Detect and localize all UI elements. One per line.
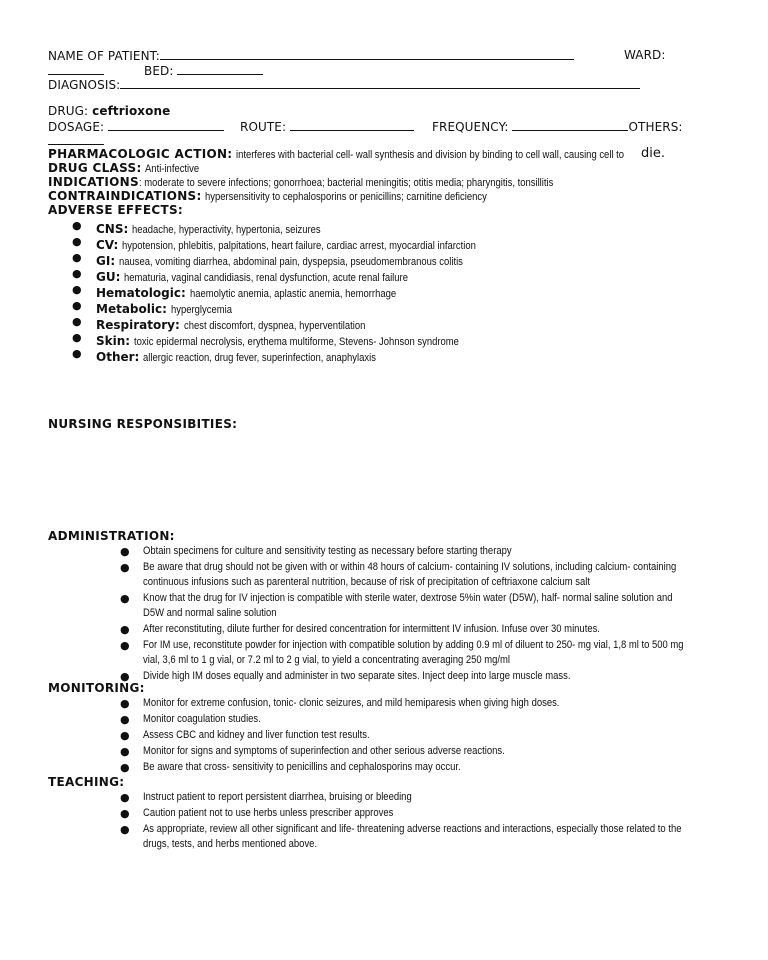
nursing-heading: NURSING RESPONSIBITIES: [48,417,238,431]
administration-item-line: Know that the drug for IV injection is compatible with sterile water, dextrose 5%in water (D5W), half- normal saline solution and [143,592,673,604]
pharmacologic-label: PHARMACOLOGIC ACTION: [48,147,233,161]
administration-item [143,560,676,590]
teaching-label: TEACHING: [48,775,125,789]
adverse-effect-value: haemolytic anemia, aplastic anemia, hemorrhage [189,288,396,300]
adverse-effect-value: nausea, vomiting diarrhea, abdominal pain, dyspepsia, pseudomembranous colitis [119,256,464,268]
bed-label: BED: [144,64,174,78]
frequency-label: FREQUENCY: [432,120,509,134]
pharmacologic-tail: die. [641,146,665,161]
drug-class-row [48,161,208,176]
bullet-icon: ● [72,235,82,248]
adverse-effect-value: allergic reaction, drug fever, superinfection, anaphylaxis [143,352,377,364]
administration-item-line: Divide high IM doses equally and administer in two separate sites. Inject deep into large muscle mass. [143,670,571,682]
dosage-label: DOSAGE: [48,120,105,134]
monitoring-item [143,744,505,759]
drug-name: ceftrioxone [92,104,171,118]
contraindications-row [48,189,533,204]
bullet-icon: ● [120,592,130,605]
administration-label: ADMINISTRATION: [48,529,175,543]
bullet-icon: ● [120,670,130,683]
adverse-effect-value: hypotension, phlebitis, palpitations, heart failure, cardiac arrest, myocardial infarction [122,240,477,252]
frequency-line[interactable] [512,119,628,131]
ward-label: WARD: [624,48,666,62]
bullet-icon: ● [120,761,130,774]
drug-row [48,104,170,118]
teaching-item [143,790,412,805]
administration-item [143,638,684,668]
bullet-icon: ● [120,639,130,652]
route-row [240,119,414,134]
administration-item-line: D5W and normal saline solution [143,607,277,619]
administration-item-line: For IM use, reconstitute powder for injection with compatible solution by adding 0.9 ml of diluent to 250- mg vial, 1,8 ml to 500 mg [143,639,684,651]
indications-row [48,175,621,190]
bullet-icon: ● [72,283,82,296]
administration-item-line: Obtain specimens for culture and sensitivity testing as necessary before starting therapy [143,545,512,557]
frequency-row [432,119,683,134]
contraindications-text: hypersensitivity to cephalosporins or penicillins; carnitine deficiency [205,191,488,203]
dosage-line[interactable] [108,119,224,131]
adverse-effect-key: Skin: [96,334,131,348]
monitoring-item [143,696,559,711]
pharmacologic-row [48,147,687,162]
ward-bed-row [48,63,263,78]
bullet-icon: ● [120,745,130,758]
adverse-effects-label: ADVERSE EFFECTS: [48,203,184,217]
monitoring-item [143,712,261,727]
monitoring-item [143,760,461,775]
patient-name-label: NAME OF PATIENT: [48,49,160,63]
drug-label: DRUG: [48,104,89,118]
bullet-icon: ● [120,823,130,836]
monitoring-item-line: Be aware that cross- sensitivity to penicillins and cephalosporins may occur. [143,761,461,773]
adverse-effect-key: Respiratory: [96,318,180,332]
adverse-effect-value: headache, hyperactivity, hypertonia, seizures [132,224,321,236]
adverse-effect-key: GI: [96,254,116,268]
administration-item [143,544,512,559]
ward-line[interactable] [48,63,104,75]
adverse-effect-key: CV: [96,238,119,252]
bullet-icon: ● [72,315,82,328]
others-line[interactable] [48,133,104,145]
patient-name-row [48,48,574,63]
teaching-item-line: drugs, tests, and herbs mentioned above. [143,838,318,850]
bullet-icon: ● [72,219,82,232]
adverse-effect-key: GU: [96,270,121,284]
monitoring-item-line: Monitor for signs and symptoms of superinfection and other serious adverse reactions. [143,745,505,757]
bed-line[interactable] [177,63,263,75]
patient-name-line[interactable] [160,48,574,60]
monitoring-label: MONITORING: [48,681,145,695]
bullet-icon: ● [72,299,82,312]
bullet-icon: ● [120,545,130,558]
diagnosis-line[interactable] [120,77,640,89]
route-label: ROUTE: [240,120,287,134]
bullet-icon: ● [120,697,130,710]
bullet-icon: ● [120,729,130,742]
adverse-effect-item [96,346,414,365]
adverse-effect-key: Hematologic: [96,286,186,300]
teaching-item [143,822,681,852]
teaching-item-line: Caution patient not to use herbs unless prescriber approves [143,807,394,819]
adverse-effect-key: CNS: [96,222,129,236]
pharmacologic-text: interferes with bacterial cell- wall synthesis and division by binding to cell wall, causing cell to [236,149,625,161]
adverse-effect-key: Metabolic: [96,302,167,316]
administration-item-line: After reconstituting, dilute further for desired concentration for intermittent IV infusion. Infuse over 30 minutes. [143,623,600,635]
bullet-icon: ● [120,713,130,726]
bullet-icon: ● [120,791,130,804]
drug-class-label: DRUG CLASS: [48,161,142,175]
administration-item-line: vial, 3,6 ml to 1 g vial, or 7.2 ml to 2 g vial, to yield a concentrating averaging 250 mg/ml [143,654,511,666]
contraindications-label: CONTRAINDICATIONS: [48,189,202,203]
bullet-icon: ● [120,807,130,820]
adverse-effect-value: hyperglycemia [170,304,232,316]
monitoring-item-line: Monitor for extreme confusion, tonic- clonic seizures, and mild hemiparesis when giving high doses. [143,697,560,709]
diagnosis-row [48,77,640,92]
indications-text: : moderate to severe infections; gonorrhoea; bacterial meningitis; otitis media; pharyngitis, tonsillitis [138,177,554,189]
bullet-icon: ● [72,347,82,360]
drug-class-text: Anti-infective [145,163,200,175]
route-line[interactable] [290,119,414,131]
monitoring-item-line: Monitor coagulation studies. [143,713,261,725]
bullet-icon: ● [72,251,82,264]
monitoring-item [143,728,370,743]
bullet-icon: ● [120,623,130,636]
administration-item [143,669,571,684]
bullet-icon: ● [72,267,82,280]
monitoring-item-line: Assess CBC and kidney and liver function test results. [143,729,370,741]
diagnosis-label: DIAGNOSIS: [48,78,121,92]
teaching-item [143,806,393,821]
teaching-item-line: As appropriate, review all other significant and life- threatening adverse reactions and interactions, especially those related to the [143,823,682,835]
administration-item [143,622,600,637]
indications-label: INDICATIONS [48,175,139,189]
adverse-effect-key: Other: [96,350,140,364]
adverse-effect-value: toxic epidermal necrolysis, erythema multiforme, Stevens- Johnson syndrome [134,336,460,348]
administration-item [143,591,672,621]
administration-item-line: Be aware that drug should not be given with or within 48 hours of calcium- containing IV solutions, including calcium- containing [143,561,677,573]
administration-item-line: continuous infusions such as parenteral nutrition, because of risk of precipitation of ceftriaxone calcium salt [143,576,590,588]
adverse-effect-value: chest discomfort, dyspnea, hyperventilation [183,320,366,332]
others-label: OTHERS: [628,120,683,134]
bullet-icon: ● [72,331,82,344]
bullet-icon: ● [120,561,130,574]
teaching-item-line: Instruct patient to report persistent diarrhea, bruising or bleeding [143,791,412,803]
adverse-effect-value: hematuria, vaginal candidiasis, renal dysfunction, acute renal failure [124,272,409,284]
dosage-row [48,119,224,134]
